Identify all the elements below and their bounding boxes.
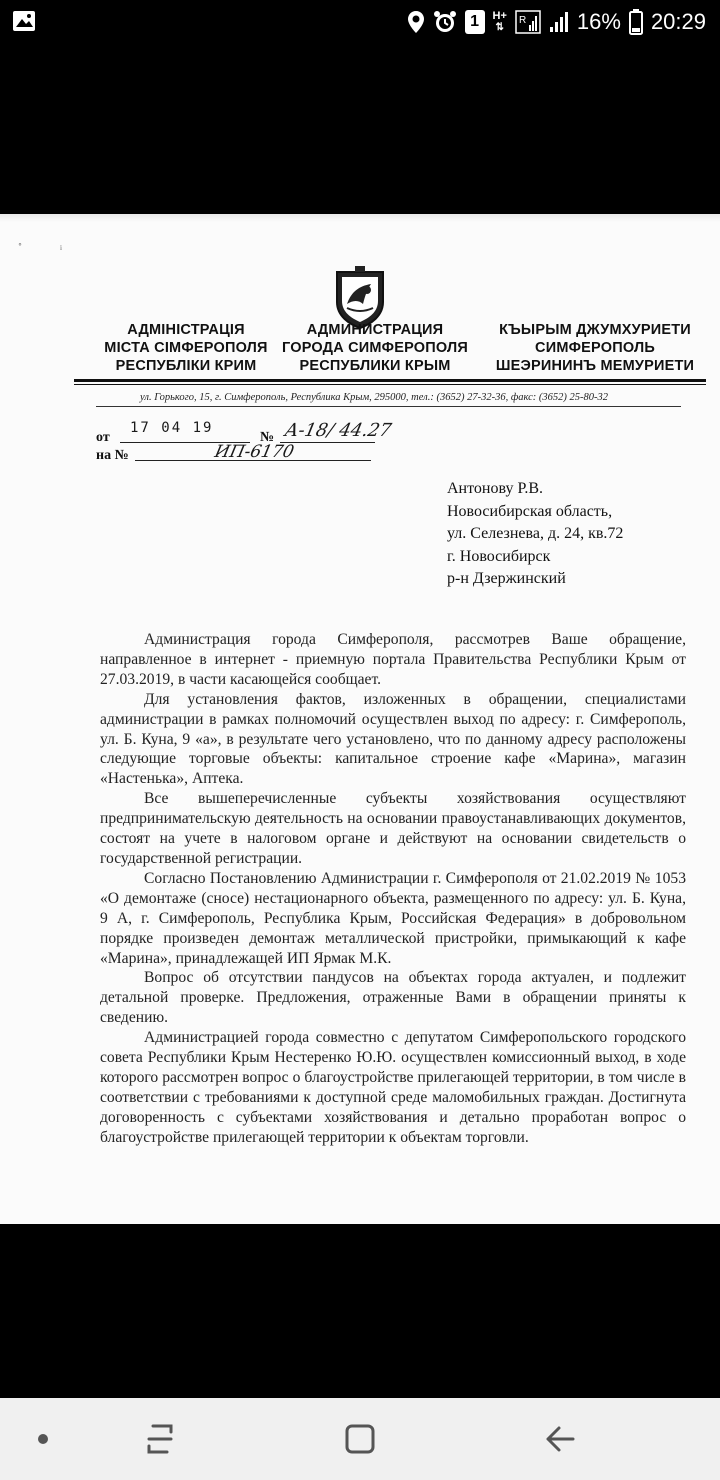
addressee-line: р-н Дзержинский (447, 570, 566, 587)
recent-apps-icon[interactable] (120, 1398, 200, 1480)
document-image: ˳ ᵢ АДМІНІСТРАЦІЯ МІСТА СІМФЕРОПОЛЯ РЕСПУБЛІКИ КРИМ АДМИНИСТРАЦИЯ ГОРОДА СИМФЕРОПОЛЯ РЕСПУБЛИКИ КРЫМ КЪЫРЫМ ДЖУМХУРИЕТИ СИМФЕРОПОЛЬ ШЕЭРИНИНЪ МЕМУРИЕТИ ул. Горького, 15, г. Симферополь, Республика Крым, 295000, тел.: (3652) 27-32-36, факс: (3652) 25-80-32 от 17 04 19 № А-18/ 44.27 на № ИП-6170 Антонову Р.В. Новосибирская область, ул. Селезнева, д. 24, кв.72 г. Новосибирск р-н Дзержинский Администрация города Симферополя, рассмотрев Ваше обращение, направленное в интернет - приемную портала Правительства Республики Крым от 27.03.2019, в части касающейся сообщает. Для установления фактов, изложенных в обращении, специалистами администрации в рамках полномочий осуществлен выход по адресу: г. Симферополь, ул. Б. Куна, 9 «а», в результате чего установлено, что по данному адресу расположены следующие торговые объекты: капитальное строение кафе «Марина», магазин «Настенька», Аптека. Все вышеперечисленные субъекты хозяйствования осуществляют предпринимательскую деятельность на основании правоустанавливающих документов, состоят на учете в налоговом органе и действуют на основании свидетельств о государственной регистрации. Согласно Постановлению Администрации г. Симферополя от 21.02.2019 № 1053 «О демонтаже (сносе) нестационарного объекта, размещенного по адресу: ул. Б. Куна, 9 А, г. Симферополь, Республика Крым, Российская Федерация» в добровольном порядке произведен демонтаж металлической пристройки, примыкающий к кафе «Марина», принадлежащей ИП Ярмак М.К. Вопрос об отсутствии пандусов на объектах города актуален, и подлежит детальной проверке. Предложения, отраженные Вами в обращении приняты к сведению. Администрацией города совместно с депутатом Симферопольского городского совета Республики Крым Нестеренко Ю.Ю. осуществлен комиссионный выход, в ходе которого рассмотрен вопрос о благоустройстве прилегающей территории, в том числе в соответствии с требованиями к доступной среде маломобильных граждан. Достигнута договоренность с субъектами хозяйствования и детально проработан вопрос о благоустройстве прилегающей территории к объектам торговли. (0, 214, 720, 1224)
addressee-line: г. Новосибирск (447, 547, 551, 565)
header-ru: АДМИНИСТРАЦИЯ ГОРОДА СИМФЕРОПОЛЯ РЕСПУБЛИКИ КРЫМ (281, 322, 469, 374)
contacts-line: ул. Горького, 15, г. Симферополь, Республика Крым, 295000, тел.: (3652) 27-32-36, факс: (3652) 25-80-32 (140, 392, 608, 403)
addressee-line: Новосибирская область, (447, 502, 613, 520)
paragraph: Согласно Постановлению Администрации г. Симферополя от 21.02.2019 № 1053 «О демонтаже (сносе) нестационарного объекта, размещенного по адресу: ул. Б. Куна, 9 А, г. Симферополь, Республика Крым, Российская Федерация» в добровольном порядке произведен демонтаж металлической пристройки, примыкающий к кафе «Марина», принадлежащей ИП Ярмак М.К. (100, 869, 686, 967)
paragraph: Администрация города Симферополя, рассмотрев Ваше обращение, направленное в интернет - приемную портала Правительства Республики Крым от 27.03.2019, в части касающейся сообщает. (100, 631, 686, 688)
signal-icon (549, 10, 569, 34)
to-label: на № (96, 448, 129, 463)
network-hplus-icon: H+ ⇅ (492, 10, 507, 33)
header-ua: АДМІНІСТРАЦІЯ МІСТА СІМФЕРОПОЛЯ РЕСПУБЛІКИ КРИМ (104, 322, 268, 374)
paragraph: Все вышеперечисленные субъекты хозяйствования осуществляют предпринимательскую деятельность на основании правоустанавливающих документов, состоят на учете в налоговом органе и действуют на основании свидетельств о государственной регистрации. (100, 790, 686, 867)
date-value: 17 04 19 (130, 420, 214, 436)
addressee-block (447, 478, 623, 591)
paragraph: Администрацией города совместно с депутатом Симферопольского городского совета Республики Крым Нестеренко Ю.Ю. осуществлен комиссионный выход, в ходе которого рассмотрен вопрос о благоустройстве прилегающей территории, в том числе в соответствии с требованиями к доступной среде маломобильных граждан. Достигнута договоренность с субъектами хозяйствования и детально проработан вопрос о благоустройстве прилегающей территории к объектам торговли. (100, 1029, 686, 1146)
navigation-bar (0, 1398, 720, 1480)
battery-percent: 16% (576, 9, 621, 34)
notification-badge-icon: 1 (465, 10, 485, 34)
number-value: А-18/ 44.27 (282, 420, 394, 441)
alarm-icon (433, 10, 457, 34)
battery-icon (629, 9, 643, 35)
home-icon[interactable] (320, 1398, 400, 1480)
location-icon (407, 10, 425, 34)
dot-icon[interactable] (18, 1398, 68, 1480)
from-label: от (96, 430, 110, 445)
image-icon (12, 10, 36, 32)
svg-text:R: R (518, 15, 527, 26)
ref-number-value: ИП-6170 (212, 442, 296, 462)
number-label: № (260, 430, 275, 445)
paragraph: Для установления фактов, изложенных в обращении, специалистами администрации в рамках полномочий осуществлен выход по адресу: г. Симферополь, ул. Б. Куна, 9 «а», в результате чего установлено, что по данному адресу расположены следующие торговые объекты: капитальное строение кафе «Марина», магазин «Настенька», Аптека. (100, 690, 686, 788)
paragraph: Вопрос об отсутствии пандусов на объектах города актуален, и подлежит детальной проверке. Предложения, отраженные Вами в обращении приняты к сведению. (100, 969, 686, 1027)
status-bar (0, 0, 720, 44)
letter-body (100, 630, 686, 1148)
header-crh: КЪЫРЫМ ДЖУМХУРИЕТИ СИМФЕРОПОЛЬ ШЕЭРИНИНЪ МЕМУРИЕТИ (495, 322, 695, 374)
clock: 20:29 (650, 9, 706, 34)
signal-r-icon (515, 10, 541, 34)
back-icon[interactable] (520, 1398, 600, 1480)
addressee-line: Антонову Р.В. (447, 480, 544, 497)
addressee-line: ул. Селезнева, д. 24, кв.72 (447, 525, 624, 542)
